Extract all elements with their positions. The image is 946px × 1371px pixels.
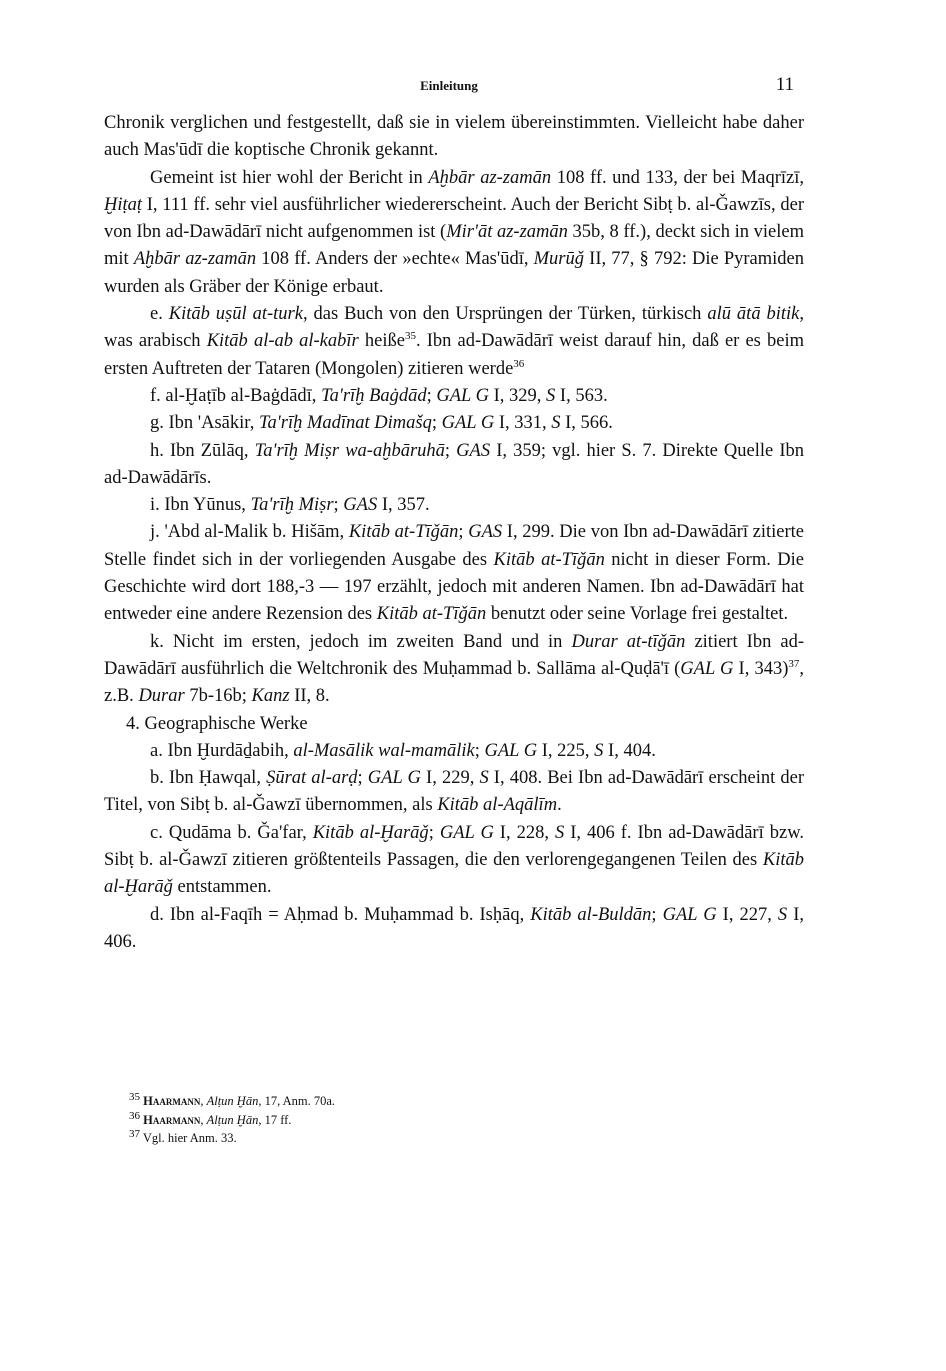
italic-title: Kitāb at-Tīǧān xyxy=(348,522,459,543)
text-run: , das Buch von den Ursprüngen der Türken, türkisch xyxy=(302,304,708,325)
text-run: a. Ibn Ḫurdāḏabih, xyxy=(150,740,294,761)
italic-title: Alṭun Ḫān xyxy=(206,1094,259,1108)
list-item-b xyxy=(104,765,804,820)
text-run: 7b-16b; xyxy=(184,686,252,707)
list-item-a xyxy=(104,738,804,765)
italic-title: S xyxy=(479,768,489,789)
italic-title: Ta'rīḫ Miṣr wa-aḫbāruhā xyxy=(254,440,445,461)
italic-title: Aḫbār az-zamān xyxy=(133,249,257,270)
italic-title: GAL G xyxy=(441,413,495,434)
italic-title: S xyxy=(594,740,604,761)
italic-title: Kitāb al-Ḫarāǧ xyxy=(312,822,429,843)
text-run: c. Qudāma b. Ǧa'far, xyxy=(150,822,313,843)
text-run: 108 ff. und 133, der bei Maqrīzī, xyxy=(551,167,804,188)
text-run: ; xyxy=(651,904,663,925)
italic-title: Kitāb al-Buldān xyxy=(530,904,652,925)
italic-title: Kitāb at-Tīǧān xyxy=(376,604,487,625)
footnote-ref: 37 xyxy=(129,1127,140,1140)
text-run: nicht in dieser Form. Die Geschichte wird dort 188,-3 — 197 erzählt, jedoch mit anderen Namen. Ibn ad-Dawādārī hat entweder eine andere Rezension des xyxy=(104,549,805,625)
text-run: benutzt oder seine Vorlage frei gestaltet. xyxy=(486,604,789,625)
text-run: k. Nicht im ersten, jedoch im zweiten Band und in xyxy=(150,631,572,652)
italic-title: GAL G xyxy=(662,904,717,925)
text-run: I, 225, xyxy=(537,740,595,761)
footnote-35 xyxy=(129,1092,729,1111)
italic-title: alū ātā bitik xyxy=(707,304,800,325)
text-run: h. Ibn Zūlāq, xyxy=(150,440,255,461)
text-run: I, 563. xyxy=(555,385,608,406)
text-run: I, 408. Bei Ibn ad-Dawādārī erscheint der Titel, von Sibṭ b. al-Ǧawzī übernommen, als xyxy=(104,768,804,816)
text-run: ; xyxy=(333,495,344,516)
italic-title: GAL G xyxy=(436,385,489,406)
running-header xyxy=(104,74,794,102)
text-run: I, 406. xyxy=(104,904,804,952)
text-run: I, 406 f. Ibn ad-Dawādārī bzw. Sibṭ b. al-Ǧawzī zitieren größtenteils Passagen, die den verlorengegangenen Teilen des xyxy=(104,822,804,871)
list-item-e xyxy=(104,301,804,383)
text-run: I, 357. xyxy=(377,495,430,516)
text-run: , z.B. xyxy=(104,658,804,707)
italic-title: S xyxy=(551,413,561,434)
running-title: Einleitung xyxy=(420,78,478,93)
section-heading-geographische-werke xyxy=(104,711,804,738)
text-run: ; xyxy=(428,822,440,843)
paragraph-continued xyxy=(104,110,804,165)
text-run: heiße xyxy=(358,331,405,352)
italic-title: GAS xyxy=(456,440,491,461)
text-run: , 17 ff. xyxy=(258,1112,292,1127)
footnote-36 xyxy=(129,1111,729,1130)
text-run: , xyxy=(200,1094,207,1108)
text-run: I, 331, xyxy=(494,413,552,434)
text-run: ; xyxy=(426,385,437,406)
text-run: , was arabisch xyxy=(104,304,804,352)
text-run: I, 343) xyxy=(733,658,789,679)
footnote-ref: 35 xyxy=(404,330,416,343)
list-item-d xyxy=(104,902,804,957)
text-run: entstammen. xyxy=(172,877,272,898)
text-run: I, 566. xyxy=(560,413,613,434)
page-number: 11 xyxy=(775,74,794,95)
italic-title: GAL G xyxy=(439,822,494,843)
footnote-37 xyxy=(129,1129,729,1148)
text-run: II, 8. xyxy=(289,686,330,707)
italic-title: GAL G xyxy=(367,768,421,789)
main-text xyxy=(104,110,804,956)
italic-title: Durar at-tīǧān xyxy=(571,631,686,652)
italic-title: GAS xyxy=(468,522,503,543)
italic-title: Alṭun Ḫān xyxy=(206,1112,259,1127)
text-run: II, 77, § 792: Die Pyramiden wurden als Gräber der Könige erbaut. xyxy=(104,249,804,297)
italic-title: Durar xyxy=(138,686,185,707)
paragraph-bericht xyxy=(104,165,804,301)
text-run: 108 ff. Anders der »echte« Mas'ūdī, xyxy=(256,249,534,270)
list-item-h xyxy=(104,438,804,493)
footnote-ref: 37 xyxy=(788,657,800,670)
text-run: Vgl. hier Anm. 33. xyxy=(140,1131,237,1145)
text-run: I, 299. Die von Ibn ad-Dawādārī zitierte Stelle findet sich in der vorliegenden Ausgabe des xyxy=(104,522,805,570)
text-run: I, 227, xyxy=(716,904,778,925)
italic-title: GAS xyxy=(343,495,378,516)
list-item-i xyxy=(104,492,804,519)
italic-title: GAL G xyxy=(680,658,734,679)
italic-title: S xyxy=(546,385,556,406)
text-run: e. xyxy=(150,304,169,325)
italic-title: Ḫiṭaṭ xyxy=(104,194,143,215)
italic-title: Kanz xyxy=(251,686,290,707)
text-run: I, 359; vgl. hier S. 7. Direkte Quelle Ibn ad-Dawādārīs. xyxy=(104,440,804,488)
text-run: 4. Geographische Werke xyxy=(126,713,308,734)
italic-title: Ṣūrat al-arḍ xyxy=(266,768,358,789)
text-run: ; xyxy=(474,740,485,761)
italic-title: Kitāb al-ab al-kabīr xyxy=(206,331,359,352)
text-run: Gemeint ist hier wohl der Bericht in xyxy=(150,167,429,188)
text-run: , xyxy=(200,1112,207,1127)
list-item-k xyxy=(104,629,804,711)
text-run: I, 329, xyxy=(489,385,547,406)
italic-title: S xyxy=(777,904,788,925)
text-run: I, 228, xyxy=(493,822,555,843)
footnote-ref: 35 xyxy=(129,1090,140,1103)
text-run: d. Ibn al-Faqīh = Aḥmad b. Muḥammad b. Isḥāq, xyxy=(150,904,531,925)
text-run: ; xyxy=(357,768,368,789)
italic-title: Kitāb al-Ḫarāǧ xyxy=(104,850,804,898)
italic-title: Ta'rīḫ Madīnat Dimašq xyxy=(258,413,432,434)
text-run: Haarmann xyxy=(143,1112,201,1127)
footnote-ref: 36 xyxy=(129,1109,140,1122)
text-run: , 17, Anm. 70a. xyxy=(258,1094,336,1108)
text-run: 35b, 8 ff.), deckt sich in vielem mit xyxy=(104,222,804,270)
text-run: I, 404. xyxy=(603,740,656,761)
text-run: zitiert Ibn ad-Dawādārī ausführlich die Weltchronik des Muḥammad b. Sallāma al-Quḍā'ī ( xyxy=(104,631,804,679)
italic-title: Aḫbār az-zamān xyxy=(428,167,552,188)
italic-title: Ta'rīḫ Baġdād xyxy=(321,385,427,406)
italic-title: Kitāb at-Tīǧān xyxy=(493,549,605,570)
italic-title: Kitāb uṣūl at-turk xyxy=(168,304,303,325)
text-run: b. Ibn Ḥawqal, xyxy=(150,768,267,789)
list-item-j xyxy=(104,519,804,628)
italic-title: GAL G xyxy=(484,740,538,761)
text-run: I, 111 ff. sehr viel ausführlicher wiedererscheint. Auch der Bericht Sibṭ b. al-Ǧawzīs, der von Ibn ad-Dawādārī nicht aufgenommen ist ( xyxy=(104,194,804,243)
italic-title: Murūǧ xyxy=(533,249,584,270)
text-run: Haarmann xyxy=(143,1094,201,1108)
text-run: i. Ibn Yūnus, xyxy=(150,495,251,516)
text-run: ; xyxy=(444,440,457,461)
text-run: . xyxy=(557,795,562,816)
italic-title: Mir'āt az-zamān xyxy=(446,222,568,243)
italic-title: Ta'rīḫ Miṣr xyxy=(250,495,334,516)
text-run: Chronik verglichen und festgestellt, daß sie in vielem übereinstimmten. Vielleicht habe daher auch Mas'ūdī die koptische Chronik gekannt. xyxy=(104,113,804,161)
text-run: I, 229, xyxy=(420,768,480,789)
list-item-g xyxy=(104,410,804,437)
list-item-f xyxy=(104,383,804,410)
italic-title: S xyxy=(554,822,565,843)
footnotes xyxy=(129,1092,729,1148)
text-run: ; xyxy=(431,413,442,434)
footnote-ref: 36 xyxy=(513,357,525,370)
text-run: ; xyxy=(458,522,469,543)
italic-title: al-Masālik wal-mamālik xyxy=(293,740,475,761)
list-item-c xyxy=(104,820,804,902)
italic-title: Kitāb al-Aqālīm xyxy=(437,795,558,816)
text-run: f. al-Ḫaṭīb al-Baġdādī, xyxy=(150,385,322,406)
text-run: . Ibn ad-Dawādārī weist darauf hin, daß er es beim ersten Auftreten der Tataren (Mongolen) zitieren werde xyxy=(104,331,805,379)
text-run: j. 'Abd al-Malik b. Hišām, xyxy=(150,522,349,543)
text-run: g. Ibn 'Asākir, xyxy=(150,413,259,434)
